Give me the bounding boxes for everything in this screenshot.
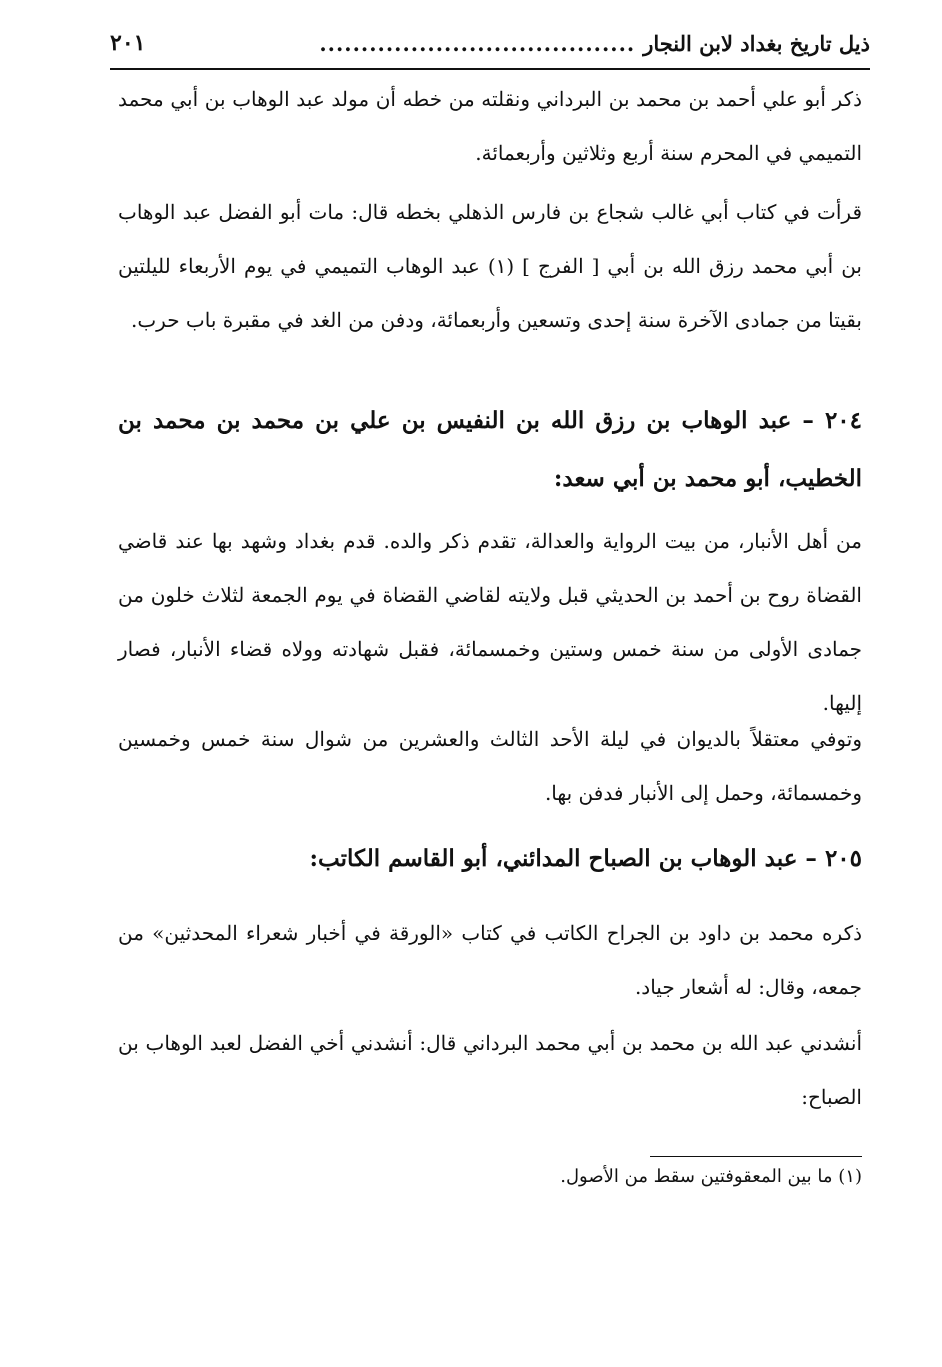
footnote-1: (١) ما بين المعقوفتين سقط من الأصول. <box>560 1166 862 1187</box>
paragraph-entry-205-source: ذكره محمد بن داود بن الجراح الكاتب في كتاب «الورقة في أخبار شعراء المحدثين» من جمعه، وقال: له أشعار جياد. <box>118 921 862 999</box>
header-leader-dots: ...................................... <box>319 30 636 56</box>
entry-heading-205: ٢٠٥ – عبد الوهاب بن الصباح المدائني، أبو القاسم الكاتب: <box>309 845 862 872</box>
running-header <box>110 18 870 70</box>
paragraph-death-report: قرأت في كتاب أبي غالب شجاع بن فارس الذهلي بخطه قال: مات أبو الفضل عبد الوهاب بن أبي محمد رزق الله بن أبي [ الفرج ] (١) عبد الوهاب التميمي في يوم الأربعاء لليلتين بقيتا من جمادى الآخرة سنة إحدى وتسعين وأربعمائة، ودفن من الغد في مقبرة باب حرب. <box>118 200 862 332</box>
paragraph-entry-204-bio: من أهل الأنبار، من بيت الرواية والعدالة، تقدم ذكر والده. قدم بغداد وشهد بها عند قاضي القضاة روح بن أحمد بن الحديثي قبل ولايته لقاضي القضاة في يوم الجمعة لثلاث خلون من جمادى الأولى من سنة خمس وستين وخمسمائة، فقبل شهادته وولاه قضاء الأنبار، فصار إليها. <box>118 529 862 715</box>
running-title: ذيل تاريخ بغداد لابن النجار <box>643 30 870 56</box>
entry-heading-204: ٢٠٤ – عبد الوهاب بن رزق الله بن النفيس بن علي بن محمد بن محمد بن الخطيب، أبو محمد بن أبي سعد: <box>118 407 862 492</box>
paragraph-entry-205-recitation: أنشدني عبد الله بن محمد بن أبي محمد البرداني قال: أنشدني أخي الفضل لعبد الوهاب بن الصباح: <box>118 1031 863 1109</box>
paragraph-birth-date: ذكر أبو علي أحمد بن محمد بن البرداني ونقلته من خطه أن مولد عبد الوهاب بن أبي محمد التميمي في المحرم سنة أربع وثلاثين وأربعمائة. <box>118 87 862 165</box>
footnote-separator <box>650 1156 862 1157</box>
page-number: ٢٠١ <box>110 30 146 56</box>
paragraph-entry-204-death: وتوفي معتقلاً بالديوان في ليلة الأحد الثالث والعشرين من شوال سنة خمس وخمسين وخمسمائة، وحمل إلى الأنبار فدفن بها. <box>118 727 862 805</box>
